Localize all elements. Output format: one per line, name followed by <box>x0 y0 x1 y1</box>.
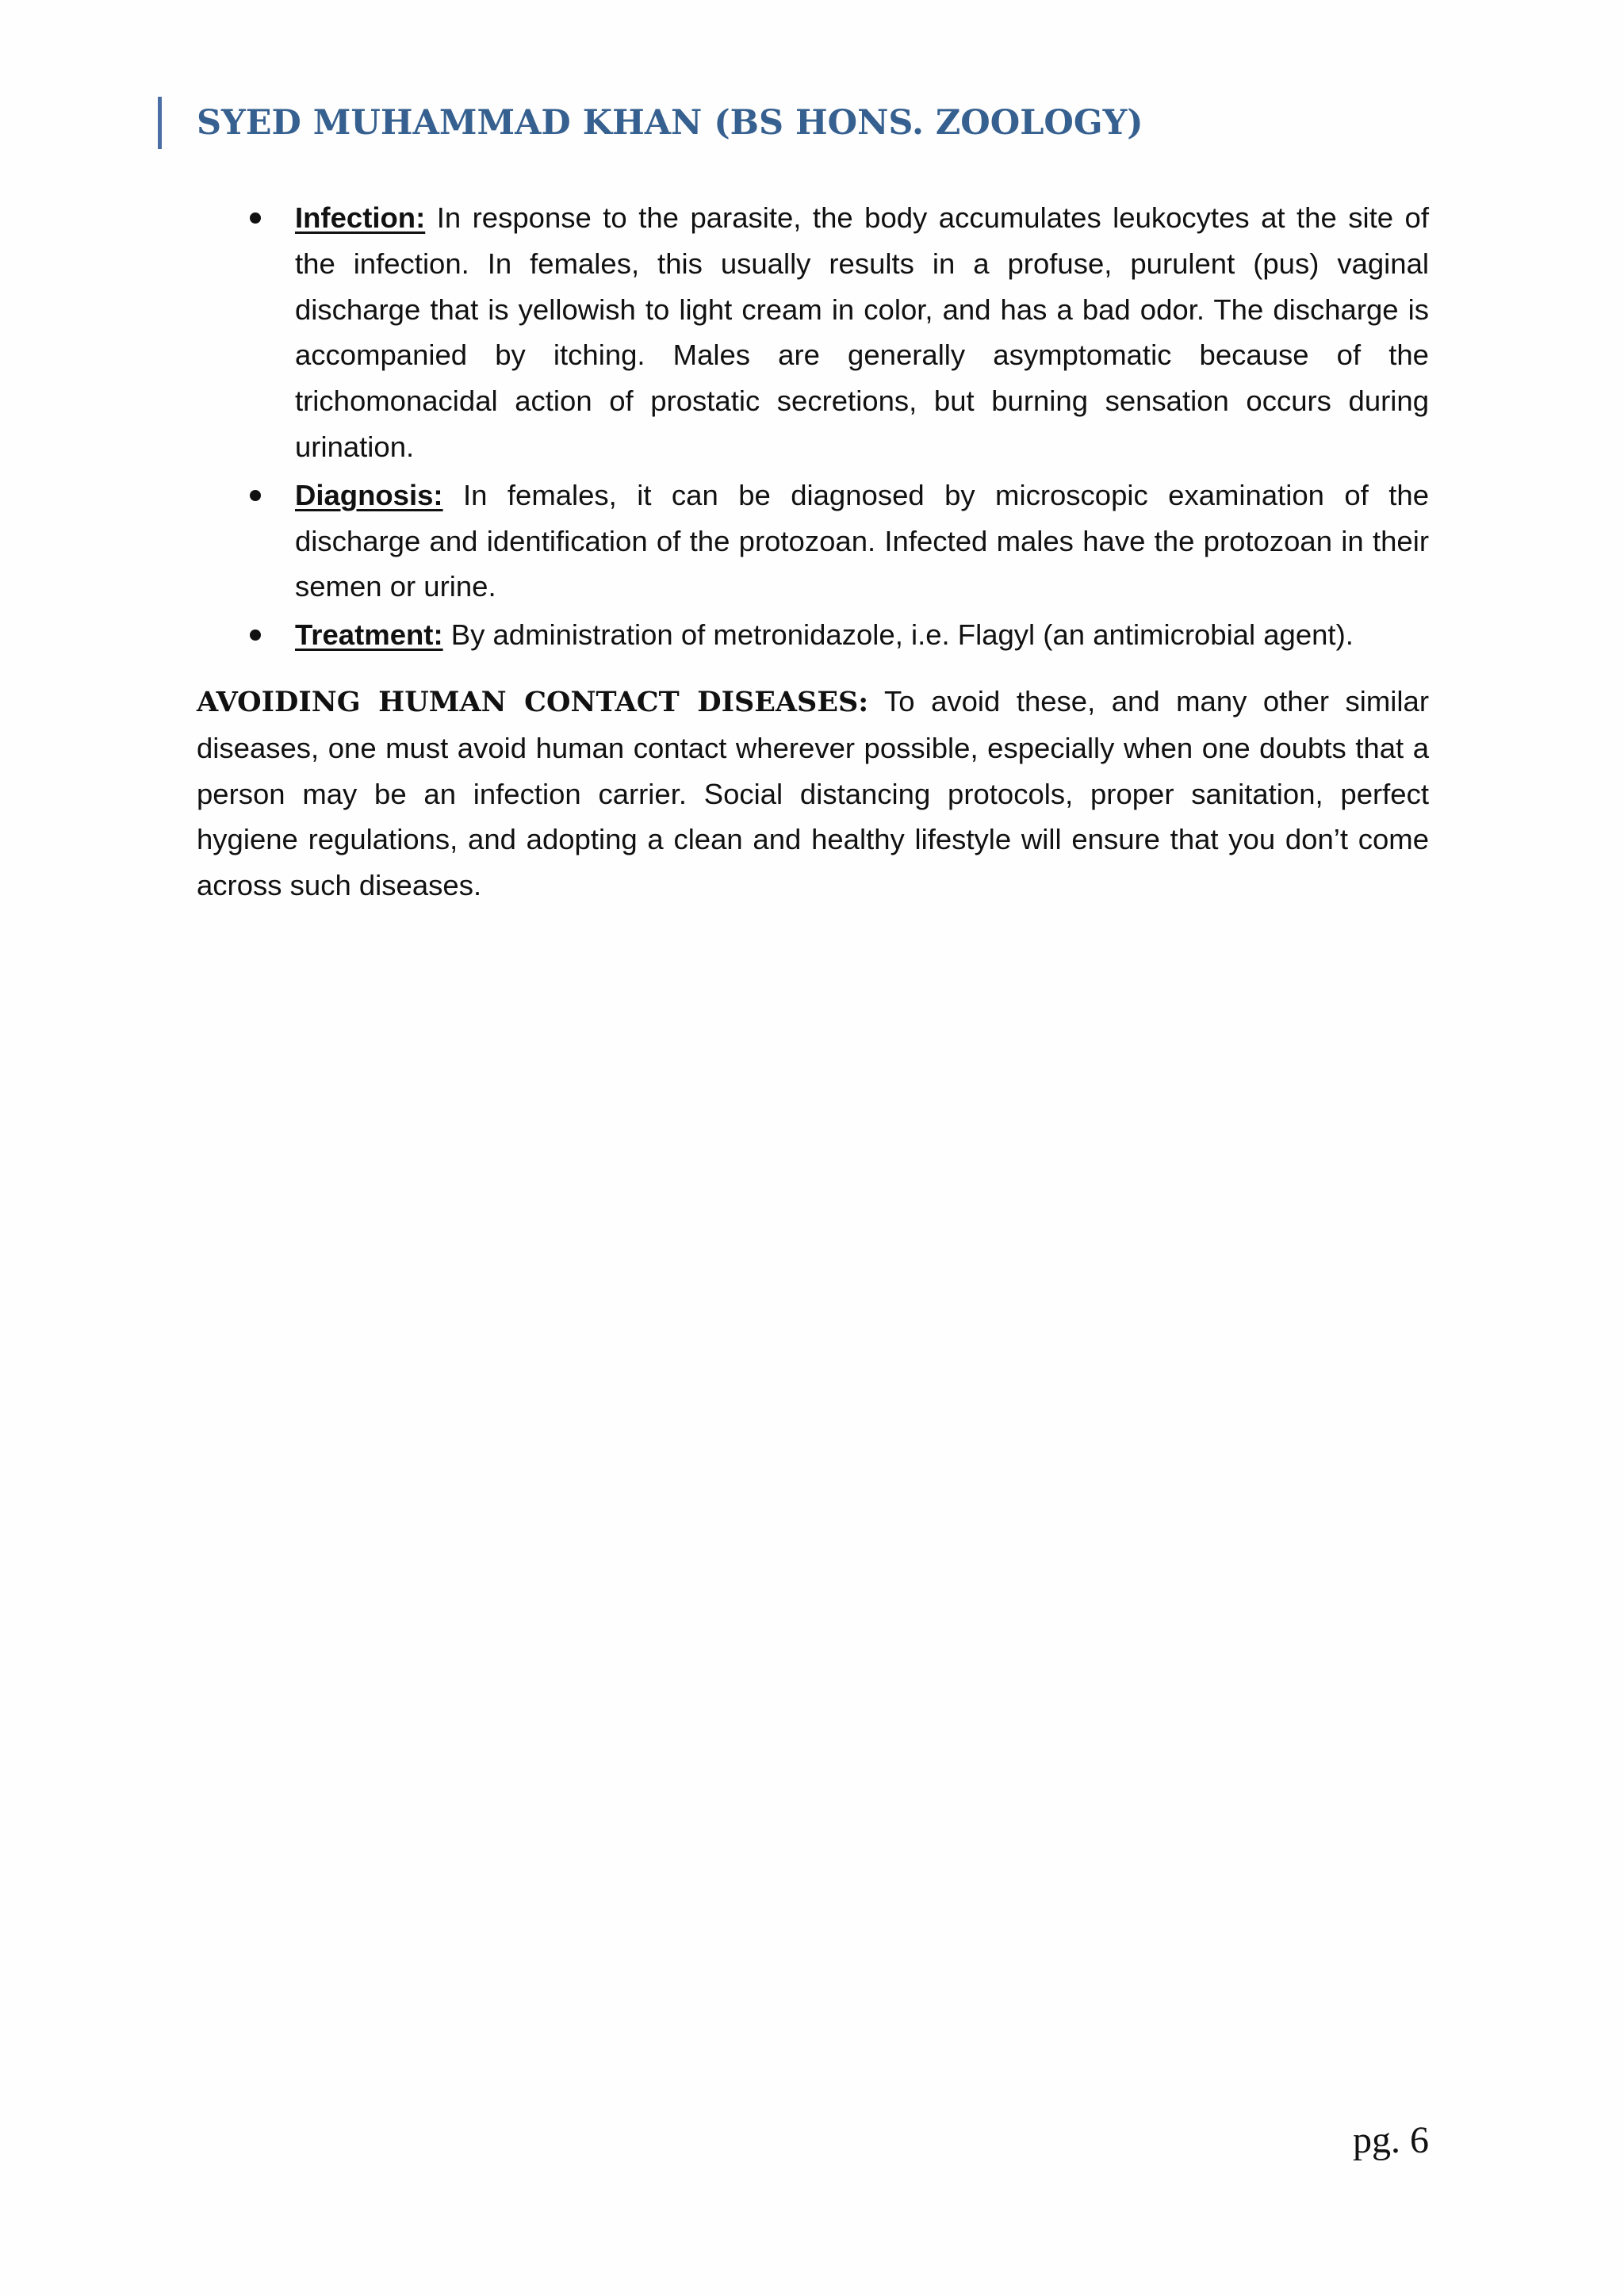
list-item-treatment <box>197 612 1429 658</box>
list-item-infection <box>197 195 1429 470</box>
bullet-icon <box>250 212 261 224</box>
term-treatment: Treatment: <box>295 618 443 652</box>
description-treatment: By administration of metronidazole, i.e. Flagyl (an antimicrobial agent). <box>442 618 1354 652</box>
term-diagnosis: Diagnosis: <box>295 478 443 511</box>
page-number: pg. 6 <box>1353 2119 1429 2161</box>
bullet-list <box>197 195 1429 658</box>
list-item-diagnosis <box>197 473 1429 610</box>
description-diagnosis: In females, it can be diagnosed by microscopic examination of the discharge and identification of the protozoan. Infected males have the protozoan in their semen or urine. <box>295 478 1429 603</box>
term-infection: Infection: <box>295 201 426 234</box>
section-paragraph <box>197 679 1429 909</box>
header-accent-bar <box>158 97 162 149</box>
bullet-icon <box>250 490 261 501</box>
page-header-title: SYED MUHAMMAD KHAN (BS HONS. ZOOLOGY) <box>197 103 1143 143</box>
document-body <box>197 195 1429 909</box>
description-infection: In response to the parasite, the body accumulates leukocytes at the site of the infection. In females, this usually results in a profuse, purulent (pus) vaginal discharge that is yellowish to light cream in color, and has a bad odor. The discharge is accompanied by itching. Males are generally asymptomatic because of the trichomonacidal action of prostatic secretions, but burning sensation occurs during urination. <box>295 201 1429 463</box>
section-heading: AVOIDING HUMAN CONTACT DISEASES: <box>197 685 869 718</box>
bullet-icon <box>250 629 261 641</box>
section-text: To avoid these, and many other similar diseases, one must avoid human contact wherever possible, especially when one doubts that a person may be an infection carrier. Social distancing protocols, proper sanitation, perfect hygiene regulations, and adopting a clean and healthy lifestyle will ensure that you don’t come across such diseases. <box>197 684 1429 902</box>
